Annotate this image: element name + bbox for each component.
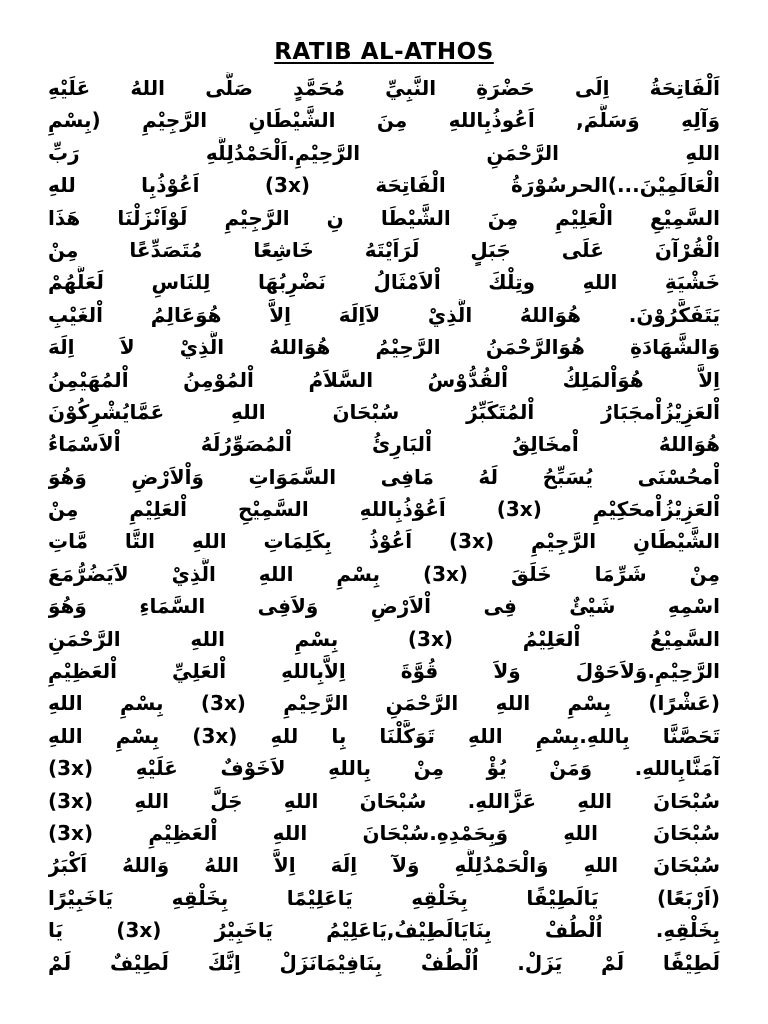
text-line: آمَنَّابِاللهِ. وَمَنْ يُؤْ مِنْ بِاللهِ لاَخَوْفٌ عَلَيْهِ (3x) xyxy=(48,756,720,781)
text-line: (اَرْبَعًا) يَالَطِيْفًا بِخَلْقِهِ يَاعَلِيْمًا بِخَلْقِهِ يَاخَبِيْرًا xyxy=(48,885,720,910)
text-line: الْعَالَمِيْنَ...)الحرسُوْرَةُ الْفَاتِحَة (3x) اَعُوْذُبِا للهِ xyxy=(48,173,720,198)
text-line: الْقُرْآنَ عَلَى جَبَلٍ لَرَاَيْتَهُ خَاشِعًا مُتَصَدِّعًا مِنْ xyxy=(48,237,720,262)
text-line: اَلْفَاتِحَةُ اِلَى حَضْرَةِ النَّبِيِّ مُحَمَّدٍ صَلَّى اللهُ عَلَيْهِ xyxy=(48,76,720,100)
text-line: سُبْحَانَ اللهِ وَبِحَمْدِهِ.سُبْحَانَ اللهِ اْلعَظِيْمِ (3x) xyxy=(48,820,720,845)
text-line: اْمحُسْنَى يُسَبِّحُ لَهُ مَافِى السَّمَوَاتِ وَاْلاَرْضِ وَهُوَ xyxy=(48,464,720,489)
text-line: هُوَاللهُ اْمخَالِقُ اْلبَارِئُ اْلمُصَوِّرُلَهُ اْلاَسْمَاءُ xyxy=(48,432,720,457)
text-line: خَشْيَةِ اللهِ وتِلْكَ اْلاَمْثَالُ نَضْرِبُهَا لِلنَاسِ لَعَلَّهُمْ xyxy=(48,270,720,295)
document-body xyxy=(48,72,720,979)
text-line: السَّمِيْعِ الْعَلِيْمِ مِنَ الشَّيْطَا نِ الرَّجِيْمِ لَوْاَنْزَلْنَا هَذَا xyxy=(48,205,720,230)
text-line: اِلاَّ هُوَاْلمَلِكُ اْلقُدُّوْسُ السَّلاَمُ اْلمُوْمِنُ اْلمُهَيْمِنُ xyxy=(48,367,720,392)
text-line: اسْمِهِ شَيْئٌ فِى اْلاَرْضِ وَلاَفِى السَّمَاءِ وَهُوَ xyxy=(48,594,720,619)
text-line: سُبْحَانَ اللهِ عَزَّاللهِ. سُبْحَانَ اللهِ جَلَّ اللهِ (3x) xyxy=(48,788,720,813)
text-line: اْلعَزِيْزُاْمحَكِيْمِ (3x) اَعُوْذُبِاللهِ السَّمِيْحِ اْلعَلِيْمِ مِنْ xyxy=(48,497,720,522)
text-line: اللهِ الرَّحْمَنِ الرَّحِيْمِ.اَلْحَمْدُلِلَّهِ رَبِّ xyxy=(48,140,720,165)
text-line: اْلعَزِيْزُاْمجَبَارُ اْلمُتَكَبِّرُ سُبْحَانَ اللهِ عَمَّايُشْرِكُوْنَ xyxy=(48,399,720,424)
text-line: الشَّيْطَانِ الرَّجِيْمِ (3x) اَعُوْذُ بِكَلِمَاتِ اللهِ التَّا مَّاتِ xyxy=(48,529,720,554)
text-line: بِخَلْقِهِ. اُلْطُفْ بِنَايَالَطِيْفُ,يَاعَلِيْمُ يَاخَبِيْرُ (3x) يَا xyxy=(48,918,720,943)
text-line: تَحَصَّنَّا بِاللهِ.بِسْمِ اللهِ تَوَكَّلْنَا بِا للهِ (3x) بِسْمِ اللهِ xyxy=(48,723,720,748)
text-line: وَالشَّهَادَةِ هُوَالرَّحْمَنُ الرَّحِيْمُ هُوَاللهُ الَّذِيْ لاَ اِلَهَ xyxy=(48,335,720,360)
document-title: RATIB AL-ATHOS xyxy=(274,39,494,65)
text-line: السَّمِيْعُ اْلعَلِيْمُ (3x) بِسْمِ اللهِ الرَّحْمَنِ xyxy=(48,626,720,651)
text-line: سُبْحَانَ اللهِ وَالْحَمْدُلِلَّهِ وَلآ اِلَهَ اِلاَّ اللهُ وَاللهُ اَكْبَرُ xyxy=(48,853,720,878)
text-line: الرَّحِيْمِ.وَلاَحَوْلَ وَلاَ قُوَّةَ اِلاَّبِاللهِ اْلعَلِيِّ اْلعَظِيْمِ xyxy=(48,659,720,684)
text-line: يَتَفَكَّرُوْنَ. هُوَاللهُ الَّذِيْ لاَاِلَهَ اِلاَّ هُوَعَالِمُ اْلغَيْبِ xyxy=(48,302,720,327)
text-line: لَطِيْفًا لَمْ يَزَلْ. اُلْطُفْ بِنَافِيْمَانَزَلْ اِنَّكَ لَطِيْفٌ لَمْ xyxy=(48,950,720,975)
text-line: وَآلِهِ وَسَلَّمَ, اَعُوذُبِاللهِ مِنَ الشَّيْطَانِ الرَّجِيْمِ (بِسْمِ xyxy=(48,108,720,133)
text-line: (عَشْرًا) بِسْمِ اللهِ الرَّحْمَنِ الرَّحِيْمِ (3x) بِسْمِ اللهِ xyxy=(48,691,720,716)
text-line: مِنْ شَرِّمَا خَلَقَ (3x) بِسْمِ اللهِ الَّذِيْ لاَيَضُرُّمَعَ xyxy=(48,561,720,586)
